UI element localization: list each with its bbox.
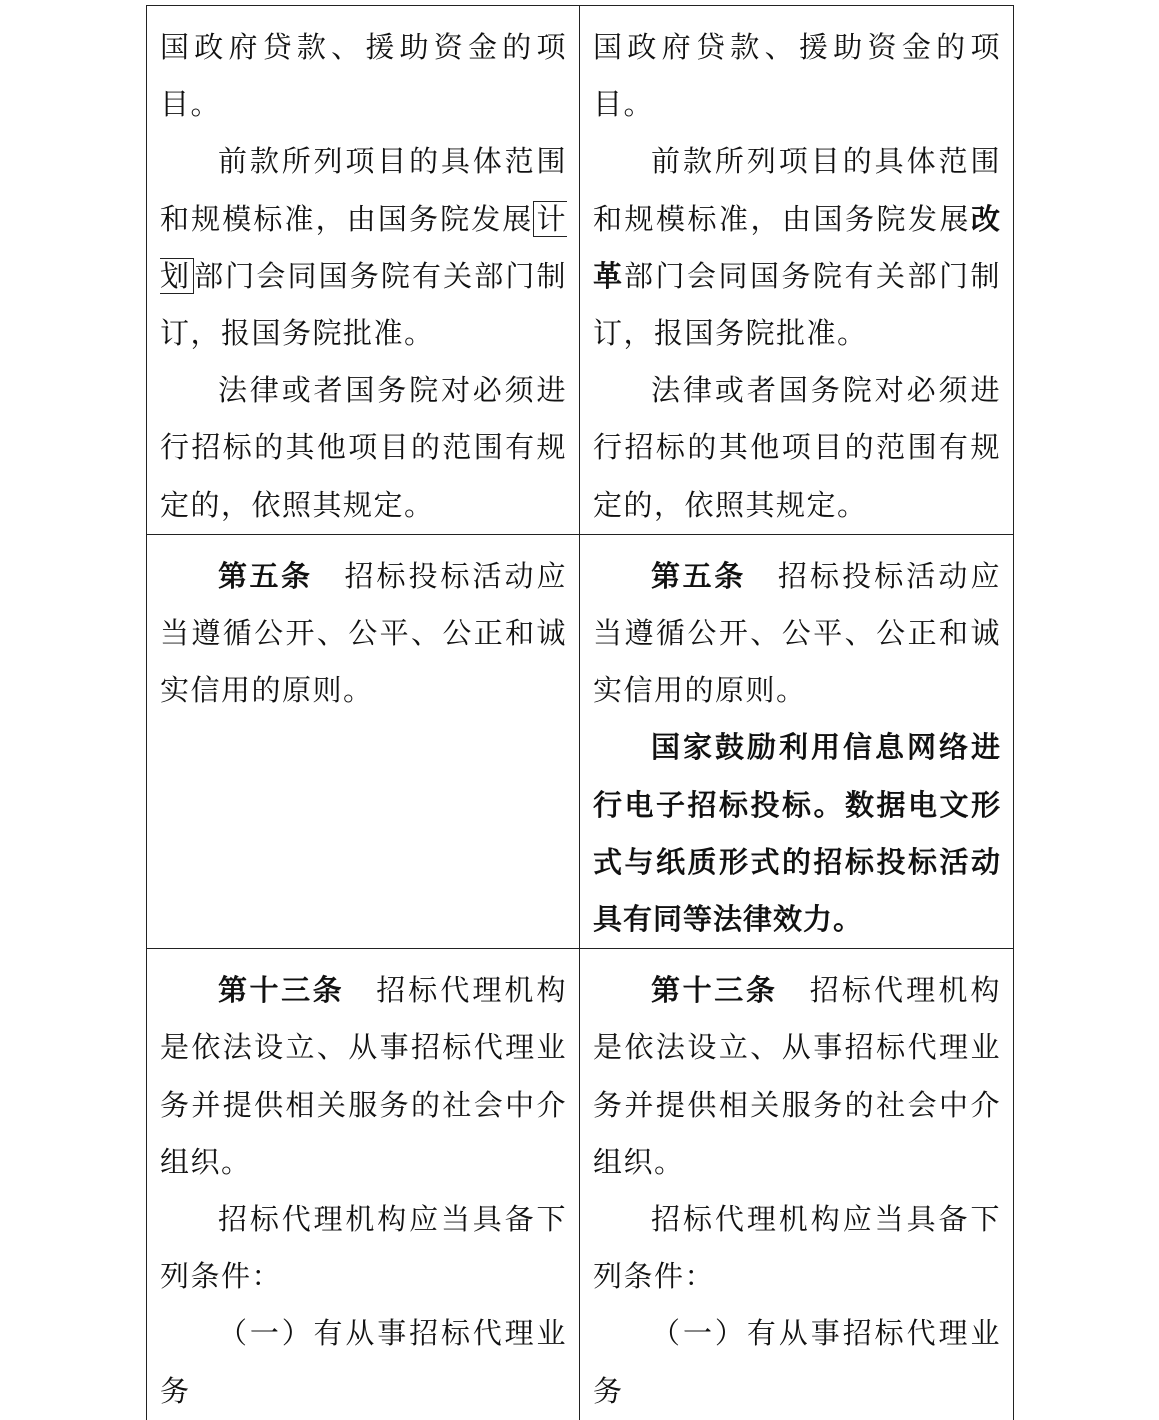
- table-row: [147, 949, 1014, 1420]
- paragraph: [593, 548, 1001, 720]
- paragraph: 国政府贷款、援助资金的项目。: [593, 30, 1001, 122]
- paragraph: [160, 962, 567, 1191]
- table-row: [147, 534, 1014, 948]
- changed-term-bold: 改革: [593, 201, 1001, 293]
- article-heading: 第十三条: [651, 973, 778, 1008]
- paragraph: 国政府贷款、援助资金的项目。: [160, 30, 567, 122]
- paragraph: [593, 962, 1001, 1191]
- article-heading: 第十三条: [218, 973, 345, 1008]
- text-span: 部门会同国务院有关部门制订，报国务院批准。: [593, 258, 1001, 351]
- paragraph: [160, 133, 567, 362]
- text-span: 前款所列项目的具体范围和规模标准，由国务院发展: [593, 144, 1001, 236]
- text-span: 招标投标活动应当遵循公开、公平、公正和诚实信用的原则。: [160, 558, 567, 708]
- old-text-cell: [147, 949, 580, 1420]
- new-text-cell: [580, 534, 1014, 948]
- paragraph: [160, 548, 567, 720]
- law-comparison-table: [146, 5, 1014, 1420]
- paragraph: 法律或者国务院对必须进行招标的其他项目的范围有规定的，依照其规定。: [593, 373, 1001, 522]
- paragraph: 招标代理机构应当具备下列条件：: [593, 1202, 1001, 1294]
- text-span: 前款所列项目的具体范围和规模标准，由国务院发展: [160, 144, 567, 236]
- table-row: [147, 6, 1014, 535]
- article-heading: 第五条: [218, 558, 313, 593]
- article-heading: 第五条: [651, 558, 746, 593]
- text-span: 招标代理机构是依法设立、从事招标代理业务并提供相关服务的社会中介组织。: [593, 973, 1001, 1179]
- changed-term-highlight: 计划: [160, 201, 567, 293]
- old-text-cell: [147, 534, 580, 948]
- paragraph: 招标代理机构应当具备下列条件：: [160, 1202, 567, 1294]
- text-span: 部门会同国务院有关部门制订，报国务院批准。: [160, 258, 567, 351]
- old-text-cell: [147, 6, 580, 535]
- paragraph: [593, 133, 1001, 362]
- new-text-cell: [580, 6, 1014, 535]
- paragraph: （一）有从事招标代理业务: [593, 1316, 1001, 1408]
- new-text-cell: [580, 949, 1014, 1420]
- paragraph: 法律或者国务院对必须进行招标的其他项目的范围有规定的，依照其规定。: [160, 373, 567, 522]
- text-span: 招标投标活动应当遵循公开、公平、公正和诚实信用的原则。: [593, 558, 1001, 708]
- added-paragraph: 国家鼓励利用信息网络进行电子招标投标。数据电文形式与纸质形式的招标投标活动具有同等法律效力。: [593, 730, 1001, 937]
- paragraph: （一）有从事招标代理业务: [160, 1316, 567, 1408]
- text-span: 招标代理机构是依法设立、从事招标代理业务并提供相关服务的社会中介组织。: [160, 973, 567, 1179]
